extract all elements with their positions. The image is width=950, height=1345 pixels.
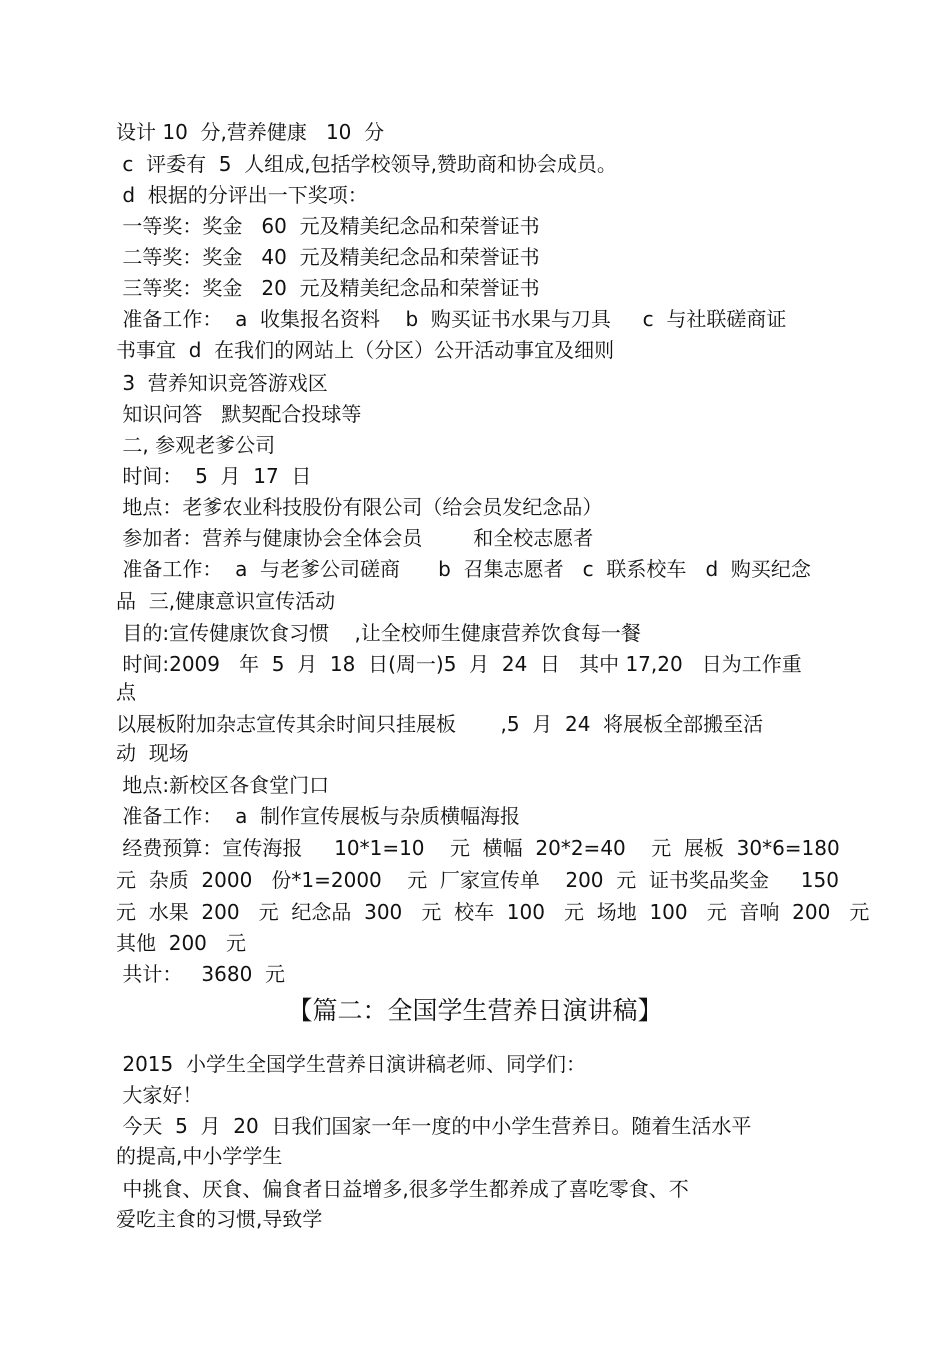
text-line: 目的:宣传健康饮食习惯 ,让全校师生健康营养饮食每一餐: [116, 621, 641, 645]
text-line: d 根据的分评出一下奖项：: [116, 183, 368, 207]
text-line: 3 营养知识竞答游戏区: [116, 371, 328, 395]
text-line: 中挑食、厌食、偏食者日益增多,很多学生都养成了喜吃零食、不: [116, 1177, 689, 1201]
text-line: 准备工作： a 与老爹公司磋商 b 召集志愿者 c 联系校车 d 购买纪念: [116, 557, 811, 581]
text-line: 元 水果 200 元 纪念品 300 元 校车 100 元 场地 100 元 音响 200 元: [116, 900, 870, 924]
text-line: c 评委有 5 人组成,包括学校领导,赞助商和协会成员。: [116, 152, 617, 176]
text-line: 动 现场: [116, 741, 189, 765]
text-line: 2015 小学生全国学生营养日演讲稿老师、同学们：: [116, 1052, 586, 1076]
text-line: 设计 10 分,营养健康 10 分: [116, 120, 385, 144]
text-line: 的提高,中小学学生: [116, 1144, 283, 1168]
text-line: 地点:新校区各食堂门口: [116, 773, 330, 797]
text-line: 以展板附加杂志宣传其余时间只挂展板 ,5 月 24 将展板全部搬至活: [116, 712, 764, 736]
text-line: 今天 5 月 20 日我们国家一年一度的中小学生营养日。随着生活水平: [116, 1114, 752, 1138]
text-line: 品 三,健康意识宣传活动: [116, 589, 336, 613]
text-line: 大家好！: [116, 1083, 203, 1107]
text-line: 共计： 3680 元: [116, 962, 286, 986]
text-line: 二, 参观老爹公司: [116, 433, 276, 457]
text-line: 准备工作： a 制作宣传展板与杂质横幅海报: [116, 804, 521, 828]
text-line: 知识问答 默契配合投球等: [116, 402, 362, 426]
text-line: 书事宜 d 在我们的网站上（分区）公开活动事宜及细则: [116, 338, 615, 362]
text-line: 三等奖：奖金 20 元及精美纪念品和荣誉证书: [116, 276, 540, 300]
text-line: 地点：老爹农业科技股份有限公司（给会员发纪念品）: [116, 495, 603, 519]
text-line: 经费预算：宣传海报 10*1=10 元 横幅 20*2=40 元 展板 30*6=180: [116, 836, 840, 860]
section-heading: 【篇二：全国学生营养日演讲稿】: [287, 996, 663, 1025]
text-line: 时间： 5 月 17 日: [116, 464, 312, 488]
text-line: 爱吃主食的习惯,导致学: [116, 1207, 323, 1231]
text-line: 点: [116, 680, 136, 704]
text-line: 准备工作： a 收集报名资料 b 购买证书水果与刀具 c 与社联磋商证: [116, 307, 787, 331]
text-line: 元 杂质 2000 份*1=2000 元 厂家宣传单 200 元 证书奖品奖金 150: [116, 868, 839, 892]
text-line: 其他 200 元: [116, 931, 246, 955]
text-line: 二等奖：奖金 40 元及精美纪念品和荣誉证书: [116, 245, 540, 269]
text-line: 时间:2009 年 5 月 18 日(周一)5 月 24 日 其中 17,20 日为工作重: [116, 652, 802, 676]
text-line: 参加者：营养与健康协会全体会员 和全校志愿者: [116, 526, 594, 550]
text-line: 一等奖：奖金 60 元及精美纪念品和荣誉证书: [116, 214, 540, 238]
